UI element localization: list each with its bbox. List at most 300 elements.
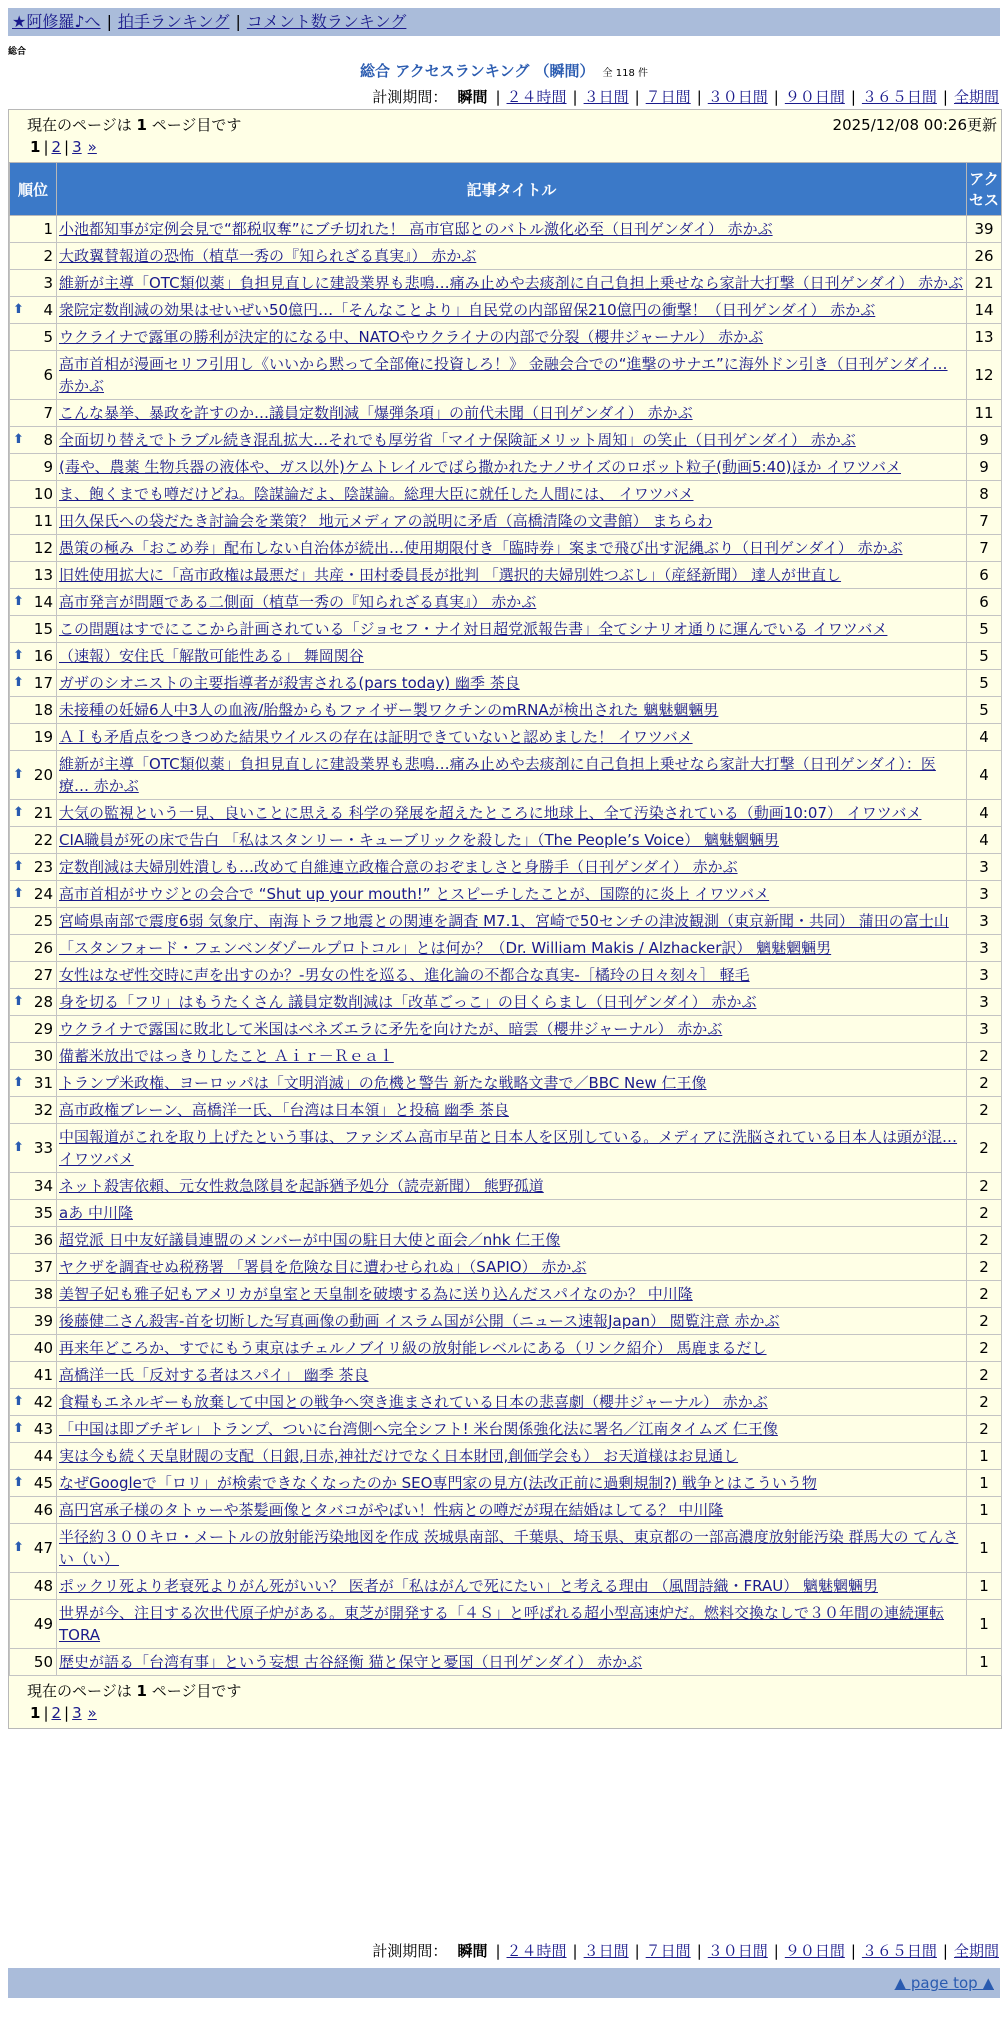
rank-number: 2 [43, 247, 53, 265]
article-link[interactable]: 定数削減は夫婦別姓潰しも…改めて自維連立政権合意のおぞましさと身勝手（日刊ゲンダイ） 赤かぶ [59, 858, 738, 876]
period-option[interactable]: 全期間 [953, 1942, 999, 1960]
page-current: 1 [30, 138, 41, 156]
title-cell [57, 351, 967, 400]
access-count: 8 [967, 481, 1002, 508]
table-row [10, 1362, 1002, 1389]
rank-number: 12 [33, 539, 53, 557]
rank-number: 24 [33, 885, 53, 903]
period-option[interactable]: ２４時間 [506, 88, 567, 106]
page-top-link[interactable]: ▲ page top ▲ [894, 1974, 994, 1992]
article-link[interactable]: 半径約３００キロ・メートルの放射能汚染地図を作成 茨城県南部、千葉県、埼玉県、東京都の一部高濃度放射能汚染 群馬大の てんさい（い） [59, 1528, 959, 1568]
rank-number: 19 [33, 728, 53, 746]
separator: | [64, 1704, 70, 1722]
access-count: 9 [967, 427, 1002, 454]
table-row [10, 1443, 1002, 1470]
article-link[interactable]: 維新が主導「OTC類似薬」負担見直しに建設業界も悲鳴…痛み止めや去痰剤に自己負担上乗せなら家計大打撃（日刊ゲンダイ）：医療… 赤かぶ [59, 755, 936, 795]
title-cell [57, 1227, 967, 1254]
table-row [10, 1470, 1002, 1497]
up-arrow-icon: ⬆ [13, 859, 24, 874]
separator: | [634, 1942, 640, 1960]
rank-cell [10, 800, 57, 827]
title-cell [57, 1600, 967, 1649]
rank-cell [10, 400, 57, 427]
access-count: 1 [967, 1443, 1002, 1470]
current-page-text-bottom: 現在のページは 1 ページ目です [27, 1682, 242, 1700]
article-link[interactable]: aあ 中川隆 [59, 1204, 133, 1222]
rank-number: 40 [33, 1339, 53, 1357]
top-nav-bar [8, 8, 1000, 36]
rank-number: 37 [33, 1258, 53, 1276]
article-link[interactable]: ウクライナで露軍の勝利が決定的になる中、NATOやウクライナの内部で分裂（櫻井ジャーナル） 赤かぶ [59, 328, 764, 346]
rank-cell [10, 854, 57, 881]
table-row [10, 1200, 1002, 1227]
period-option[interactable]: ３６５日間 [861, 88, 937, 106]
article-link[interactable]: （速報）安住氏「解散可能性ある」 舞岡関谷 [59, 647, 364, 665]
separator: | [773, 88, 779, 106]
separator: | [850, 88, 856, 106]
separator: | [942, 88, 948, 106]
ranking-table [9, 162, 1002, 1676]
title-cell [57, 827, 967, 854]
rank-number: 15 [33, 620, 53, 638]
page-link[interactable]: 3 [72, 1704, 82, 1722]
comment-ranking-link[interactable]: コメント数ランキング [246, 12, 407, 31]
rank-cell [10, 935, 57, 962]
separator: | [696, 88, 702, 106]
rank-number: 29 [33, 1020, 53, 1038]
separator: | [43, 138, 49, 156]
table-row [10, 1173, 1002, 1200]
article-link[interactable]: 超党派 日中友好議員連盟のメンバーが中国の駐日大使と面会／nhk 仁王像 [59, 1231, 561, 1249]
table-row [10, 670, 1002, 697]
page-link[interactable]: 3 [72, 138, 82, 156]
title-cell [57, 1524, 967, 1573]
period-selector-top [372, 86, 1001, 107]
article-link[interactable]: 高市首相が漫画セリフ引用し《いいから黙って全部俺に投資しろ！》 金融会合での“進撃のサナエ”に海外ドン引き（日刊ゲンダイ… 赤かぶ [59, 355, 948, 395]
table-row [10, 400, 1002, 427]
applause-ranking-link[interactable]: 拍手ランキング [117, 12, 230, 31]
article-link[interactable]: 身を切る「フリ」はもうたくさん 議員定数削減は「改革ごっこ」の目くらまし（日刊ゲンダイ） 赤かぶ [59, 993, 757, 1011]
access-count: 4 [967, 724, 1002, 751]
table-row [10, 562, 1002, 589]
title-cell [57, 297, 967, 324]
rank-number: 18 [33, 701, 53, 719]
article-link[interactable]: 高円宮承子様のタトゥーや茶髪画像とタバコがやばい！性病との噂だが現在結婚はしてる？ 中川隆 [59, 1501, 724, 1519]
article-link[interactable]: 田久保氏への袋だたき討論会を業策？ 地元メディアの説明に矛盾（高橋清隆の文書館） まちらわ [59, 512, 713, 530]
article-link[interactable]: 実は今も続く天皇財閥の支配（日銀,日赤,神社だけでなく日本財団,創価学会も） お天道様はお見通し [59, 1447, 739, 1465]
rank-cell [10, 670, 57, 697]
access-count: 2 [967, 1335, 1002, 1362]
title-cell [57, 1497, 967, 1524]
article-link[interactable]: 愚策の極み「おこめ券」配布しない自治体が続出…使用期限付き「臨時券」案まで飛び出す泥縄ぶり（日刊ゲンダイ） 赤かぶ [59, 539, 903, 557]
access-count: 2 [967, 1254, 1002, 1281]
rank-number: 31 [33, 1074, 53, 1092]
rank-cell [10, 508, 57, 535]
rank-number: 10 [33, 485, 53, 503]
table-row [10, 1649, 1002, 1676]
rank-number: 38 [33, 1285, 53, 1303]
rank-number: 13 [33, 566, 53, 584]
page-title [0, 60, 1008, 81]
home-link[interactable]: ★阿修羅♪へ [12, 12, 101, 31]
rank-cell [10, 724, 57, 751]
period-option[interactable]: ２４時間 [506, 1942, 567, 1960]
article-link[interactable]: ＡＩも矛盾点をつきつめた結果ウイルスの存在は証明できていないと認めました！ イワツバメ [59, 728, 693, 746]
table-row [10, 1416, 1002, 1443]
table-row [10, 351, 1002, 400]
rank-cell [10, 427, 57, 454]
table-row [10, 1600, 1002, 1649]
period-current: 瞬間 [457, 1942, 488, 1960]
updated-timestamp: 2025/12/08 00:26更新 [832, 116, 997, 134]
access-count: 1 [967, 1497, 1002, 1524]
period-option[interactable]: ３日間 [583, 1942, 629, 1960]
table-row [10, 881, 1002, 908]
article-link[interactable]: 中国報道がこれを取り上げたという事は、ファシズム高市早苗と日本人を区別している。メディアに洗脳されている日本人は頭が混… イワツバメ [59, 1128, 958, 1168]
table-row [10, 1524, 1002, 1573]
access-count: 5 [967, 697, 1002, 724]
table-row [10, 270, 1002, 297]
article-link[interactable]: 宮崎県南部で震度6弱 気象庁、南海トラフ地震との関連を調査 M7.1、宮崎で50センチの津波観測（東京新聞・共同） 蒲田の富士山 [59, 912, 949, 930]
article-link[interactable]: 歴史が語る「台湾有事」という妄想 古谷経衡 猫と保守と憂国（日刊ゲンダイ） 赤かぶ [59, 1653, 643, 1671]
access-count: 5 [967, 616, 1002, 643]
article-link[interactable]: 高市政権ブレーン、高橋洋一氏、「台湾は日本領」と投稿 幽季 茶良 [59, 1101, 509, 1119]
rank-cell [10, 1362, 57, 1389]
rank-cell [10, 908, 57, 935]
access-count: 13 [967, 324, 1002, 351]
article-link[interactable]: 備蓄米放出ではっきりしたこと Ａｉｒ－Ｒｅａｌ [59, 1047, 394, 1065]
table-row [10, 908, 1002, 935]
rank-cell [10, 243, 57, 270]
top-nav-links: ★阿修羅♪へ | 拍手ランキング | コメント数ランキング [12, 12, 407, 31]
table-row [10, 1124, 1002, 1173]
title-cell [57, 697, 967, 724]
access-count: 3 [967, 1016, 1002, 1043]
rank-cell [10, 1470, 57, 1497]
separator: | [942, 1942, 948, 1960]
access-count: 2 [967, 1124, 1002, 1173]
article-link[interactable]: 後藤健二さん殺害-首を切断した写真画像の動画 イスラム国が公開（ニュース速報Japan） 閲覧注意 赤かぶ [59, 1312, 780, 1330]
up-arrow-icon: ⬆ [13, 648, 24, 663]
separator: | [634, 88, 640, 106]
article-link[interactable]: 高橋洋一氏「反対する者はスパイ」 幽季 茶良 [59, 1366, 369, 1384]
access-count: 2 [967, 1173, 1002, 1200]
article-link[interactable]: 維新が主導「OTC類似薬」負担見直しに建設業界も悲鳴…痛み止めや去痰剤に自己負担上乗せなら家計大打撃（日刊ゲンダイ） 赤かぶ [59, 274, 964, 292]
access-count: 2 [967, 1227, 1002, 1254]
separator: | [572, 88, 578, 106]
article-link[interactable]: ま、飽くまでも噂だけどね。陰謀論だよ、陰謀論。総理大臣に就任した人間には、 イワツバメ [59, 485, 694, 503]
rank-number: 33 [33, 1139, 53, 1157]
article-link[interactable]: 全面切り替えでトラブル続き混乱拡大…それでも厚労省「マイナ保険証メリット周知」の笑止（日刊ゲンダイ） 赤かぶ [59, 431, 856, 449]
title-cell [57, 427, 967, 454]
rank-cell [10, 454, 57, 481]
rank-cell [10, 1524, 57, 1573]
access-count: 3 [967, 854, 1002, 881]
access-count: 6 [967, 562, 1002, 589]
article-link[interactable]: 再来年どころか、すでにもう東京はチェルノブイリ級の放射能レベルにある（リンク紹介） 馬鹿まるだし [59, 1339, 767, 1357]
title-cell [57, 400, 967, 427]
rank-number: 44 [33, 1447, 53, 1465]
rank-cell [10, 1173, 57, 1200]
title-cell [57, 1573, 967, 1600]
article-link[interactable]: 大政翼賛報道の恐怖（植草一秀の『知られざる真実』） 赤かぶ [59, 247, 477, 265]
access-count: 7 [967, 508, 1002, 535]
rank-cell [10, 1200, 57, 1227]
rank-number: 27 [33, 966, 53, 984]
rank-cell [10, 1097, 57, 1124]
title-cell [57, 989, 967, 1016]
title-cell [57, 1070, 967, 1097]
up-arrow-icon: ⬆ [13, 767, 24, 782]
rank-number: 6 [43, 366, 53, 384]
period-option[interactable]: 全期間 [953, 88, 999, 106]
access-count: 2 [967, 1097, 1002, 1124]
access-count: 1 [967, 1470, 1002, 1497]
page-links [27, 138, 100, 156]
rank-cell [10, 270, 57, 297]
rank-cell [10, 1043, 57, 1070]
title-cell [57, 324, 967, 351]
table-row [10, 454, 1002, 481]
article-link[interactable]: ネット殺害依頼、元女性救急隊員を起訴猶予処分（読売新聞） 熊野孤道 [59, 1177, 544, 1195]
rank-number: 26 [33, 939, 53, 957]
title-cell [57, 724, 967, 751]
up-arrow-icon: ⬆ [13, 1540, 24, 1555]
article-link[interactable]: 「スタンフォード・フェンベンダゾールプロトコル」とは何か？（Dr. William Makis / Alzhacker訳） 魑魅魍魎男 [59, 939, 832, 957]
article-link[interactable]: 世界が今、注目する次世代原子炉がある。東芝が開発する「４Ｓ」と呼ばれる超小型高速炉だ。燃料交換なしで３０年間の連続運転 TORA [59, 1604, 945, 1644]
title-cell [57, 1281, 967, 1308]
rank-number: 36 [33, 1231, 53, 1249]
rank-number: 7 [43, 404, 53, 422]
rank-number: 23 [33, 858, 53, 876]
rank-number: 45 [33, 1474, 53, 1492]
article-link[interactable]: 大気の監視という一見、良いことに思える 科学の発展を超えたところに地球上、全て汚染されている（動画10:07） イワツバメ [59, 804, 922, 822]
up-arrow-icon: ⬆ [13, 994, 24, 1009]
access-count: 1 [967, 1649, 1002, 1676]
access-count: 12 [967, 351, 1002, 400]
rank-number: 35 [33, 1204, 53, 1222]
current-page-text: 現在のページは 1 ページ目です [27, 116, 242, 134]
article-link[interactable]: ガザのシオニストの主要指導者が殺害される(pars today) 幽季 茶良 [59, 674, 520, 692]
period-option[interactable]: ３０日間 [707, 1942, 768, 1960]
col-access-header: アクセス [967, 163, 1002, 216]
access-count: 3 [967, 908, 1002, 935]
separator: | [850, 1942, 856, 1960]
rank-cell [10, 989, 57, 1016]
rank-cell [10, 1335, 57, 1362]
access-count: 5 [967, 643, 1002, 670]
title-cell [57, 454, 967, 481]
access-count: 3 [967, 989, 1002, 1016]
rank-cell [10, 1600, 57, 1649]
separator: | [495, 88, 501, 106]
title-cell [57, 589, 967, 616]
title-cell [57, 1200, 967, 1227]
title-cell [57, 962, 967, 989]
title-cell [57, 670, 967, 697]
article-link[interactable]: 女性はなぜ性交時に声を出すのか？-男女の性を巡る、進化論の不都合な真実-［橘玲の日々刻々］ 軽毛 [59, 966, 750, 984]
rank-number: 50 [33, 1653, 53, 1671]
period-option[interactable]: ９０日間 [784, 88, 845, 106]
period-option[interactable]: ３日間 [583, 88, 629, 106]
rank-number: 14 [33, 593, 53, 611]
ranking-box [8, 109, 1002, 1729]
up-arrow-icon: ⬆ [13, 1394, 24, 1409]
rank-cell [10, 616, 57, 643]
access-count: 2 [967, 1200, 1002, 1227]
article-link[interactable]: 高市首相がサウジとの会合で “Shut up your mouth!” とスピーチしたことが、国際的に炎上 イワツバメ [59, 885, 770, 903]
page-link[interactable]: 2 [51, 1704, 62, 1722]
title-cell [57, 643, 967, 670]
rank-cell [10, 827, 57, 854]
rank-cell [10, 751, 57, 800]
access-count: 2 [967, 1389, 1002, 1416]
period-option[interactable]: ３０日間 [707, 88, 768, 106]
rank-number: 49 [33, 1615, 53, 1633]
title-cell [57, 1416, 967, 1443]
table-row [10, 1070, 1002, 1097]
up-arrow-icon: ⬆ [13, 675, 24, 690]
rank-cell [10, 881, 57, 908]
rank-cell [10, 1254, 57, 1281]
separator: | [572, 1942, 578, 1960]
rank-cell [10, 216, 57, 243]
separator: | [773, 1942, 779, 1960]
separator: | [64, 138, 70, 156]
table-row [10, 616, 1002, 643]
pager-bottom [9, 1676, 1001, 1728]
rank-number: 16 [33, 647, 53, 665]
rank-cell [10, 1227, 57, 1254]
table-row [10, 1335, 1002, 1362]
table-row [10, 243, 1002, 270]
article-link[interactable]: 旧姓使用拡大に「高市政権は最悪だ」共産・田村委員長が批判 「選択的夫婦別姓つぶし」（産経新聞） 達人が世直し [59, 566, 842, 584]
article-link[interactable]: (毒や、農薬 生物兵器の液体や、ガス以外)ケムトレイルでばら撒かれたナノサイズのロボット粒子(動画5:40)ほか イワツバメ [59, 458, 901, 476]
rank-cell [10, 535, 57, 562]
article-link[interactable]: 未接種の妊婦6人中3人の血液/胎盤からもファイザー製ワクチンのmRNAが検出された 魑魅魍魎男 [59, 701, 719, 719]
access-count: 9 [967, 454, 1002, 481]
rank-number: 41 [33, 1366, 53, 1384]
article-link[interactable]: この問題はすでにここから計画されている「ジョセフ・ナイ対日超党派報告書」全てシナリオ通りに運んでいる イワツバメ [59, 620, 888, 638]
rank-cell [10, 1016, 57, 1043]
table-header [10, 163, 1002, 216]
table-row [10, 589, 1002, 616]
article-link[interactable]: 小池都知事が定例会見で“都税収奪”にブチ切れた！ 高市官邸とのバトル激化必至（日刊ゲンダイ） 赤かぶ [59, 220, 773, 238]
period-option[interactable]: ３６５日間 [861, 1942, 937, 1960]
rank-cell [10, 1649, 57, 1676]
access-count: 2 [967, 1362, 1002, 1389]
table-row [10, 535, 1002, 562]
access-count: 14 [967, 297, 1002, 324]
title-cell [57, 1335, 967, 1362]
rank-cell [10, 324, 57, 351]
article-link[interactable]: トランプ米政権、ヨーロッパは「文明消滅」の危機と警告 新たな戦略文書で／BBC New 仁王像 [59, 1074, 707, 1092]
article-link[interactable]: ヤクザを調査せぬ税務署 「署員を危険な目に遭わせられぬ」（SAPIO） 赤かぶ [59, 1258, 587, 1276]
article-link[interactable]: こんな暴挙、暴政を許すのか…議員定数削減「爆弾条項」の前代未聞（日刊ゲンダイ） 赤かぶ [59, 404, 693, 422]
title-cell [57, 1649, 967, 1676]
title-cell [57, 1362, 967, 1389]
col-rank-header: 順位 [10, 163, 57, 216]
table-row [10, 962, 1002, 989]
access-count: 3 [967, 962, 1002, 989]
article-link[interactable]: なぜGoogleで「ロリ」が検索できなくなったのか SEO専門家の見方(法改正前に過剰規制?) 戦争とはこういう物 [59, 1474, 817, 1492]
table-row [10, 697, 1002, 724]
article-link[interactable]: 美智子妃も雅子妃もアメリカが皇室と天皇制を破壊する為に送り込んだスパイなのか？ 中川隆 [59, 1285, 693, 1303]
article-link[interactable]: 高市発言が問題である二側面（植草一秀の『知られざる真実』） 赤かぶ [59, 593, 537, 611]
access-count: 3 [967, 935, 1002, 962]
title-cell [57, 1097, 967, 1124]
table-row [10, 751, 1002, 800]
rank-cell [10, 643, 57, 670]
rank-cell [10, 589, 57, 616]
article-link[interactable]: 「中国は即ブチギレ」トランプ、ついに台湾側へ完全シフト! 米台関係強化法に署名／江南タイムズ 仁王像 [59, 1420, 778, 1438]
article-link[interactable]: 衆院定数削減の効果はせいぜい50億円…「そんなことより」自民党の内部留保210億円の衝撃！（日刊ゲンダイ） 赤かぶ [59, 301, 876, 319]
access-count: 4 [967, 800, 1002, 827]
table-row [10, 800, 1002, 827]
up-arrow-icon: ⬆ [13, 432, 24, 447]
rank-number: 28 [33, 993, 53, 1011]
rank-number: 39 [33, 1312, 53, 1330]
rank-cell [10, 1281, 57, 1308]
table-row [10, 1308, 1002, 1335]
title-cell [57, 1016, 967, 1043]
table-row [10, 427, 1002, 454]
title-cell [57, 562, 967, 589]
title-cell [57, 535, 967, 562]
next-page-link[interactable]: » [87, 138, 97, 156]
title-cell [57, 1308, 967, 1335]
rank-cell [10, 1497, 57, 1524]
rank-number: 4 [43, 301, 53, 319]
title-cell [57, 216, 967, 243]
rank-number: 21 [33, 804, 53, 822]
access-count: 2 [967, 1308, 1002, 1335]
rank-number: 1 [43, 220, 53, 238]
page-link[interactable]: 2 [51, 138, 62, 156]
table-row [10, 1043, 1002, 1070]
period-option[interactable]: ７日間 [645, 1942, 691, 1960]
next-page-link[interactable]: » [87, 1704, 97, 1722]
table-row [10, 854, 1002, 881]
period-option[interactable]: ９０日間 [784, 1942, 845, 1960]
up-arrow-icon: ⬆ [13, 1075, 24, 1090]
title-cell [57, 881, 967, 908]
access-count: 2 [967, 1281, 1002, 1308]
table-row [10, 935, 1002, 962]
footer-bar [8, 1968, 1000, 1998]
title-cell [57, 243, 967, 270]
article-link[interactable]: 食糧もエネルギーも放棄して中国との戦争へ突き進まされている日本の悲喜劇（櫻井ジャーナル） 赤かぶ [59, 1393, 768, 1411]
access-count: 1 [967, 1573, 1002, 1600]
table-row [10, 724, 1002, 751]
article-link[interactable]: CIA職員が死の床で告白 「私はスタンリー・キューブリックを殺した」（The People’s Voice） 魑魅魍魎男 [59, 831, 780, 849]
access-count: 39 [967, 216, 1002, 243]
rank-number: 30 [33, 1047, 53, 1065]
table-row [10, 989, 1002, 1016]
rank-cell [10, 562, 57, 589]
title-cell [57, 935, 967, 962]
rank-cell [10, 697, 57, 724]
table-row [10, 1254, 1002, 1281]
rank-cell [10, 1389, 57, 1416]
title-cell [57, 508, 967, 535]
title-cell [57, 1043, 967, 1070]
article-link[interactable]: ウクライナで露国に敗北して米国はベネズエラに矛先を向けたが、暗雲（櫻井ジャーナル） 赤かぶ [59, 1020, 723, 1038]
access-count: 4 [967, 827, 1002, 854]
up-arrow-icon: ⬆ [13, 594, 24, 609]
period-option[interactable]: ７日間 [645, 88, 691, 106]
article-link[interactable]: ポックリ死より老衰死よりがん死がいい？ 医者が「私はがんで死にたい」と考える理由 （風間詩織・FRAU） 魑魅魍魎男 [59, 1577, 878, 1595]
